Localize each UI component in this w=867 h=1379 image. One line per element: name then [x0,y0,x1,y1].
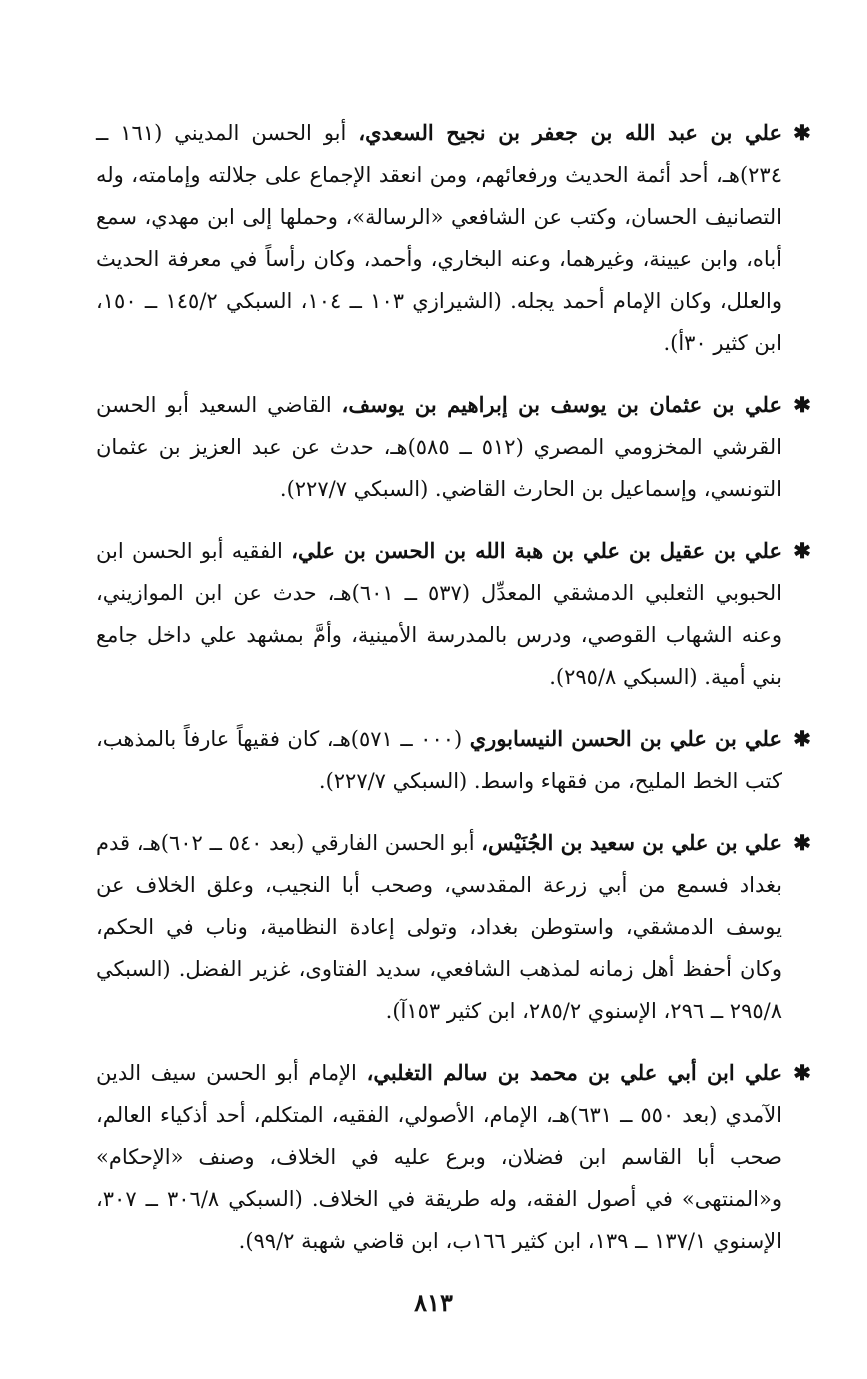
asterisk-bullet-icon: ✱ [793,120,811,145]
entry-text: أبو الحسن المديني (١٦١ ــ ٢٣٤)هـ، أحد أئمة الحديث ورفعائهم، ومن انعقد الإجماع على جلالته وإمامته، وله التصانيف الحسان، وكتب عن الشافعي «الرسالة»، وحملها إلى ابن مهدي، سمع أباه، وابن عيينة، وغيرهما، وعنه البخاري، وأحمد، وكان رأساً في معرفة الحديث والعلل، وكان الإمام أحمد يجله. (الشيرازي ١٠٣ ــ ١٠٤، السبكي ١٤٥/٢ ــ ١٥٠، ابن كثير ٣٠أ). [96,121,783,355]
asterisk-bullet-icon: ✱ [793,1060,811,1085]
entry-ali-bin-uthman-al-makhzumi [96,384,822,510]
entry-ali-bin-aqil-al-habubi [96,530,822,698]
entry-name: علي بن عثمان بن يوسف بن إبراهيم بن يوسف، [341,392,782,417]
page-body [96,112,822,1282]
page-number: ٨١٣ [414,1288,453,1317]
asterisk-bullet-icon: ✱ [793,830,811,855]
asterisk-bullet-icon: ✱ [793,726,811,751]
entry-text: (٠٠٠ ــ ٥٧١)هـ، كان فقيهاً عارفاً بالمذهب، كتب الخط المليح، من فقهاء واسط. (السبكي ٢٢٧/٧). [96,727,782,793]
entry-text: أبو الحسن الفارقي (بعد ٥٤٠ ــ ٦٠٢)هـ، قدم بغداد فسمع من أبي زرعة المقدسي، وصحب أبا النجيب، وعلق الخلاف عن يوسف الدمشقي، واستوطن بغداد، وتولى إعادة النظامية، وناب في الحكم، وكان أحفظ أهل زمانه لمذهب الشافعي، سديد الفتاوى، غزير الفضل. (السبكي ٢٩٥/٨ ــ ٢٩٦، الإسنوي ٢٨٥/٢، ابن كثير ١٥٣آ). [96,831,782,1023]
entry-ali-bin-abdullah-al-madini [96,112,822,364]
asterisk-bullet-icon: ✱ [793,392,811,417]
entry-text: الفقيه أبو الحسن ابن الحبوبي الثعلبي الدمشقي المعدِّل (٥٣٧ ــ ٦٠١)هـ، حدث عن ابن الموازيني، وعنه الشهاب القوصي، ودرس بالمدرسة الأمينية، وأمَّ بمشهد علي داخل جامع بني أمية. (السبكي ٢٩٥/٨). [96,539,782,689]
entry-text: الإمام أبو الحسن سيف الدين الآمدي (بعد ٥٥٠ ــ ٦٣١)هـ، الإمام، الأصولي، الفقيه، المتكلم، أحد أذكياء العالم، صحب أبا القاسم ابن فضلان، وبرع عليه في الخلاف، وصنف «الإحكام» و«المنتهى» في أصول الفقه، وله طريقة في الخلاف. (السبكي ٣٠٦/٨ ــ ٣٠٧، الإسنوي ١٣٧/١ ــ ١٣٩، ابن كثير ١٦٦ب، ابن قاضي شهبة ٩٩/٢). [96,1061,783,1253]
entry-text: القاضي السعيد أبو الحسن القرشي المخزومي المصري (٥١٢ ــ ٥٨٥)هـ، حدث عن عبد العزيز بن عثمان التونسي، وإسماعيل بن الحارث القاضي. (السبكي ٢٢٧/٧). [96,393,782,501]
entry-name: علي بن علي بن الحسن النيسابوري [469,726,782,751]
entry-ali-bin-ali-al-fariqi [96,822,822,1032]
entry-name: علي بن عبد الله بن جعفر بن نجيح السعدي، [358,120,782,145]
asterisk-bullet-icon: ✱ [793,538,811,563]
entry-name: علي ابن أبي علي بن محمد بن سالم التغلبي، [366,1060,782,1085]
entry-name: علي بن عقيل بن علي بن هبة الله بن الحسن بن علي، [291,538,782,563]
entry-ali-bin-ali-al-naysaburi [96,718,822,802]
entry-name: علي بن علي بن سعيد بن الجُنَيْس، [481,830,783,855]
entry-saif-al-din-al-amidi [96,1052,822,1262]
